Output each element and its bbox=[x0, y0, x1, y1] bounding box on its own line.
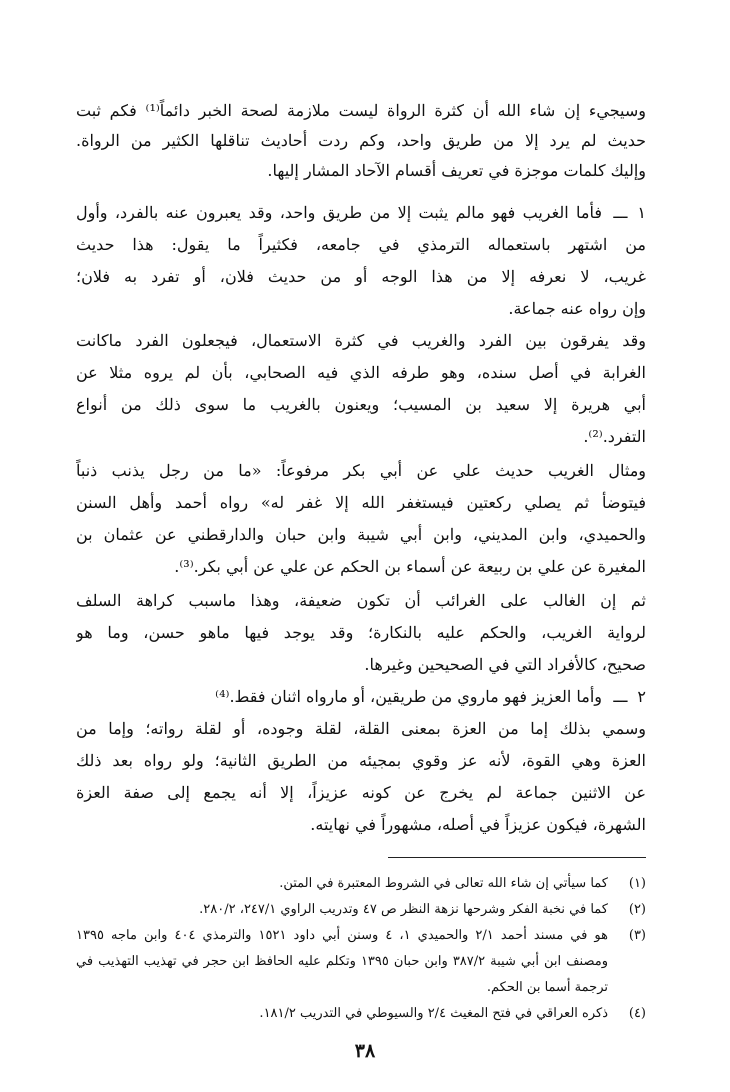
item-number-2-digit: ٢ bbox=[637, 687, 646, 706]
example-line-1: ومثال الغريب حديث علي عن أبي بكر مرفوعاً: «ما من رجل يذنب ذنباً bbox=[76, 461, 646, 480]
fard-line-3: أبي هريرة إلا سعيد بن المسيب؛ ويعنون بالغريب ما سوى ذلك من أنواع bbox=[76, 395, 646, 414]
footnote-number-1: (١) bbox=[628, 876, 646, 891]
weakness-line-3: صحيح، كالأفراد التي في الصحيحين وغيرها. bbox=[364, 655, 646, 674]
item-number-1-digit: ١ bbox=[637, 203, 646, 222]
example-line-2: فيتوضأ ثم يصلي ركعتين فيستغفر الله إلا غفر له» رواه أحمد وأهل السنن bbox=[76, 493, 646, 512]
footnote-number-4: (٤) bbox=[628, 1006, 646, 1021]
footnote-number-3: (٣) bbox=[628, 928, 646, 943]
weakness-line-2: لرواية الغريب، والحكم عليه بالنكارة؛ وقد يوجد فيها ماهو حسن، وما هو bbox=[76, 623, 646, 642]
aziz-line-1: وأما العزيز فهو ماروي من طريقين، أو مارواه اثنان فقط.⁽⁴⁾ bbox=[215, 687, 602, 706]
item-number-2 bbox=[613, 682, 646, 712]
footnote-2-line-1: كما في نخبة الفكر وشرحها نزهة النظر ص ٤٧ وتدريب الراوي ٢٤٧/١، ٢٨٠/٢. bbox=[199, 902, 608, 917]
footnote-3-line-1: هو في مسند أحمد ٢/١ والحميدي ١، ٤ وسنن أبي داود ١٥٢١ والترمذي ٤٠٤ وابن ماجه ١٣٩٥ bbox=[76, 928, 608, 943]
footnote-4-line-1: ذكره العراقي في فتح المغيث ٢/٤ والسيوطي في التدريب ١٨١/٢. bbox=[259, 1006, 608, 1021]
aziz-meaning-line-4: الشهرة، فيكون عزيزاً في أصله، مشهوراً في نهايته. bbox=[310, 815, 646, 834]
item-dash-2: ـــ bbox=[613, 687, 628, 706]
item-number-1 bbox=[613, 198, 646, 228]
fard-line-1: وقد يفرقون بين الفرد والغريب في كثرة الاستعمال، فيجعلون الفرد ماكانت bbox=[76, 331, 646, 350]
weakness-line-1: ثم إن الغالب على الغرائب أن تكون ضعيفة، وهذا ماسبب كراهة السلف bbox=[76, 591, 646, 610]
gharib-line-4: وإن رواه عنه جماعة. bbox=[508, 299, 646, 318]
aziz-meaning-line-2: العزة وهي القوة، لأنه عز وقوي بمجيئه من الطريق الثانية؛ ولو رواه بعد ذلك bbox=[76, 751, 646, 770]
footnote-1-line-1: كما سيأتي إن شاء الله تعالى في الشروط المعتبرة في المتن. bbox=[279, 876, 608, 891]
footnote-number-2: (٢) bbox=[628, 902, 646, 917]
footnote-3-line-2: ومصنف ابن أبي شيبة ٣٨٧/٢ وابن حبان ١٣٩٥ وتكلم عليه الحافظ ابن حجر في تهذيب التهذيب في bbox=[76, 954, 608, 969]
aziz-meaning-line-3: عن الاثنين جماعة لم يخرج عن كونه عزيزاً، إلا أنه يجمع إلى صفة العزة bbox=[76, 783, 646, 802]
gharib-line-1: فأما الغريب فهو مالم يثبت إلا من طريق واحد، وقد يعبرون عنه بالفرد، وأول bbox=[76, 203, 602, 222]
footnote-3-line-3: ترجمة أسما بن الحكم. bbox=[486, 980, 608, 995]
intro-line-2: حديث لم يرد إلا من طريق واحد، وكم ردت أحاديث تناقلها الكثير من الرواة. bbox=[76, 131, 646, 150]
example-line-3: والحميدي، وابن المديني، وابن أبي شيبة وابن حبان والدارقطني عن عثمان بن bbox=[76, 525, 646, 544]
intro-line-1: وسيجيء إن شاء الله أن كثرة الرواة ليست ملازمة لصحة الخبر دائماً⁽¹⁾ فكم ثبت bbox=[76, 101, 646, 120]
gharib-line-2: من اشتهر باستعماله الترمذي في جامعه، فكثيراً ما يقول: هذا حديث bbox=[76, 235, 646, 254]
footnote-separator bbox=[388, 857, 646, 858]
page-number: ٣٨ bbox=[354, 1040, 376, 1062]
fard-line-4: التفرد.⁽²⁾. bbox=[583, 427, 646, 446]
intro-line-3: وإليك كلمات موجزة في تعريف أقسام الآحاد المشار إليها. bbox=[267, 161, 646, 180]
gharib-line-3: غريب، لا نعرفه إلا من هذا الوجه أو من حديث فلان، أو تفرد به فلان؛ bbox=[76, 267, 646, 286]
aziz-meaning-line-1: وسمي بذلك إما من العزة بمعنى القلة، لقلة وجوده، أو لقلة رواته؛ وإما من bbox=[76, 719, 646, 738]
item-dash-1: ـــ bbox=[613, 203, 628, 222]
example-line-4: المغيرة عن علي بن ربيعة عن أسماء بن الحكم عن علي عن أبي بكر.⁽³⁾. bbox=[174, 557, 646, 576]
fard-line-2: الغرابة في أصل سنده، وهو طرفه الذي فيه الصحابي، بأن لم يروه مثلا عن bbox=[76, 363, 646, 382]
